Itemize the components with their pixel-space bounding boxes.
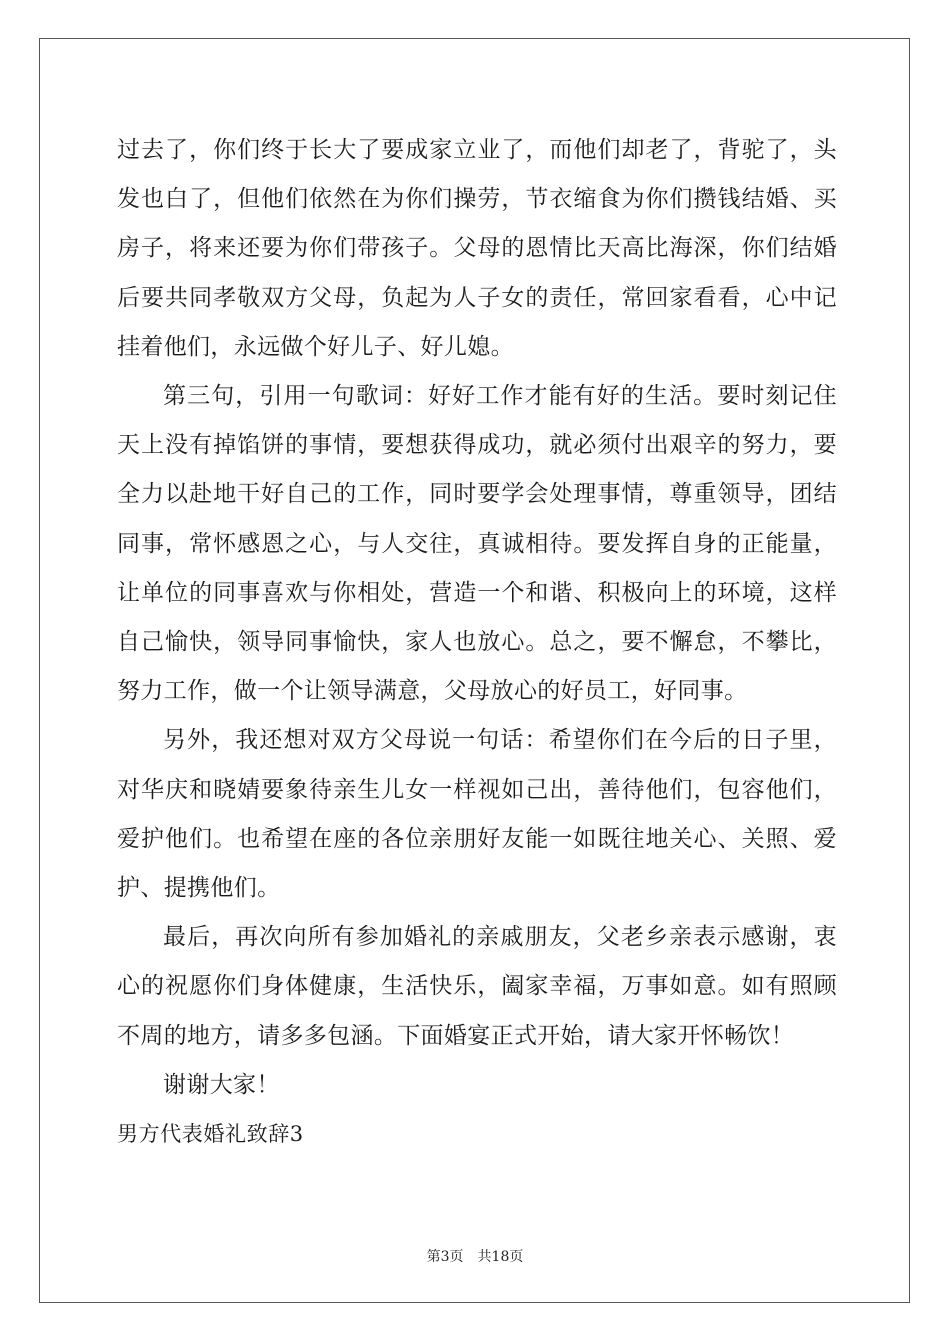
paragraph: 最后，再次向所有参加婚礼的亲戚朋友，父老乡亲表示感谢，衷心的祝愿你们身体健康，生活快乐，阖家幸福，万事如意。如有照顾不周的地方，请多多包涵。下面婚宴正式开始，请大家开怀畅饮！ <box>117 924 837 1049</box>
section-heading: 男方代表婚礼致辞3 <box>117 1122 304 1147</box>
page-footer <box>0 1248 950 1266</box>
document-body <box>117 126 837 1159</box>
page-total: 共18页 <box>477 1249 524 1265</box>
paragraph: 谢谢大家！ <box>163 1071 280 1098</box>
page-number: 第3页 <box>426 1249 464 1265</box>
paragraph: 第三句，引用一句歌词：好好工作才能有好的生活。要时刻记住天上没有掉馅饼的事情，要想获得成功，就必须付出艰辛的努力，要全力以赴地干好自己的工作，同时要学会处理事情，尊重领导，团结同事，常怀感恩之心，与人交往，真诚相待。要发挥自身的正能量，让单位的同事喜欢与你相处，营造一个和谐、积极向上的环境，这样自己愉快，领导同事愉快，家人也放心。总之，要不懈怠，不攀比，努力工作，做一个让领导满意，父母放心的好员工，好同事。 <box>117 383 837 705</box>
paragraph: 过去了，你们终于长大了要成家立业了，而他们却老了，背驼了，头发也白了，但他们依然在为你们操劳，节衣缩食为你们攒钱结婚、买房子，将来还要为你们带孩子。父母的恩情比天高比海深，你们结婚后要共同孝敬双方父母，负起为人子女的责任，常回家看看，心中记挂着他们，永远做个好儿子、好儿媳。 <box>117 137 837 360</box>
paragraph: 另外，我还想对双方父母说一句话：希望你们在今后的日子里，对华庆和晓婧要象待亲生儿女一样视如己出，善待他们，包容他们，爱护他们。也希望在座的各位亲朋好友能一如既往地关心、关照、爱护、提携他们。 <box>117 727 837 902</box>
